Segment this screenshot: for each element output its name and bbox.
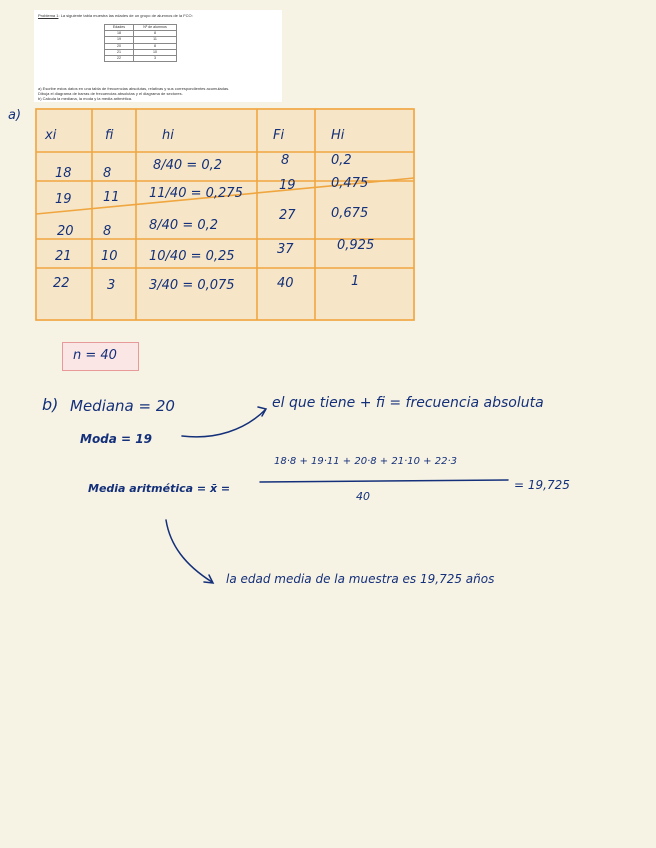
problem-table-header-cell: Edades [105, 25, 134, 31]
row-21-f: 10 [101, 249, 118, 264]
table-cell: 11 [134, 37, 177, 43]
table-cell: 3 [134, 55, 177, 61]
conclusion-text: la edad media de la muestra es 19,725 años [226, 572, 495, 586]
fraction-bar [260, 480, 508, 482]
row-18-f: 8 [103, 166, 112, 181]
media-label: Media aritmética = x̄ = [88, 482, 231, 495]
media-arrow [166, 520, 212, 582]
question-a-line2: Dibuja el diagrama de barras de frecuencias absolutas y el diagrama de sectores. [38, 91, 183, 96]
media-numerator: 18·8 + 19·11 + 20·8 + 21·10 + 22·3 [274, 456, 457, 467]
row-18-h: 8/40 = 0,2 [153, 158, 223, 173]
row-21-H: 0,925 [337, 238, 375, 253]
row-22-f: 3 [107, 278, 116, 293]
sample-size: n = 40 [73, 348, 117, 363]
question-b: b) Calcula la mediana, la moda y la media aritmética. [38, 96, 133, 101]
row-21-h: 10/40 = 0,25 [149, 249, 235, 264]
row-21-F: 37 [277, 242, 294, 257]
row-19-f: 11 [103, 190, 120, 205]
table-cell: 20 [105, 43, 134, 49]
media-denominator: 40 [356, 490, 370, 503]
row-22-h: 3/40 = 0,075 [149, 278, 235, 293]
row-18-x: 18 [55, 166, 72, 181]
moda-arrow [182, 410, 265, 437]
header-fi: fi [105, 128, 114, 143]
table-cell: 22 [105, 55, 134, 61]
table-cell: 19 [105, 37, 134, 43]
problem-title: Problema 1 [38, 13, 59, 18]
table-cell: 18 [105, 31, 134, 37]
problem-text: : La siguiente tabla muestra las edades de un grupo de alumnos de la FCO: [58, 13, 193, 18]
table-cell: 8 [134, 31, 177, 37]
row-20-H: 0,675 [331, 206, 369, 221]
row-18-H: 0,2 [331, 153, 352, 168]
problem-table-header-cell: Nº de alumnos [134, 25, 177, 31]
moda-note: el que tiene + fi = frecuencia absoluta [272, 395, 544, 411]
header-xi: xi [45, 128, 57, 143]
row-20-x: 20 [57, 224, 74, 239]
row-20-f: 8 [103, 224, 112, 239]
header-Hi: Hi [331, 128, 345, 143]
row-19-x: 19 [55, 192, 72, 207]
row-22-x: 22 [53, 276, 70, 291]
part-b-label: b) [42, 395, 59, 414]
mediana-text: Mediana = 20 [70, 397, 175, 415]
part-a-label: a) [8, 108, 22, 123]
row-22-H: 1 [351, 274, 360, 289]
header-Fi: Fi [273, 128, 285, 143]
row-19-H: 0,475 [331, 176, 369, 191]
row-18-F: 8 [281, 153, 290, 168]
table-cell: 10 [134, 49, 177, 55]
row-19-F: 19 [279, 178, 296, 193]
table-cell: 8 [134, 43, 177, 49]
row-19-h: 11/40 = 0,275 [149, 186, 243, 201]
row-20-h: 8/40 = 0,2 [149, 218, 219, 233]
row-20-F: 27 [279, 208, 296, 223]
row-22-F: 40 [277, 276, 294, 291]
row-21-x: 21 [55, 249, 72, 264]
media-result: = 19,725 [514, 478, 570, 492]
question-a-line1: a) Escribe estos datos en una tabla de frecuencias absolutas, relativas y sus correspondientes acumuladas. [38, 86, 230, 91]
table-cell: 21 [105, 49, 134, 55]
moda-text: Moda = 19 [80, 432, 152, 446]
header-hi: hi [162, 128, 174, 143]
